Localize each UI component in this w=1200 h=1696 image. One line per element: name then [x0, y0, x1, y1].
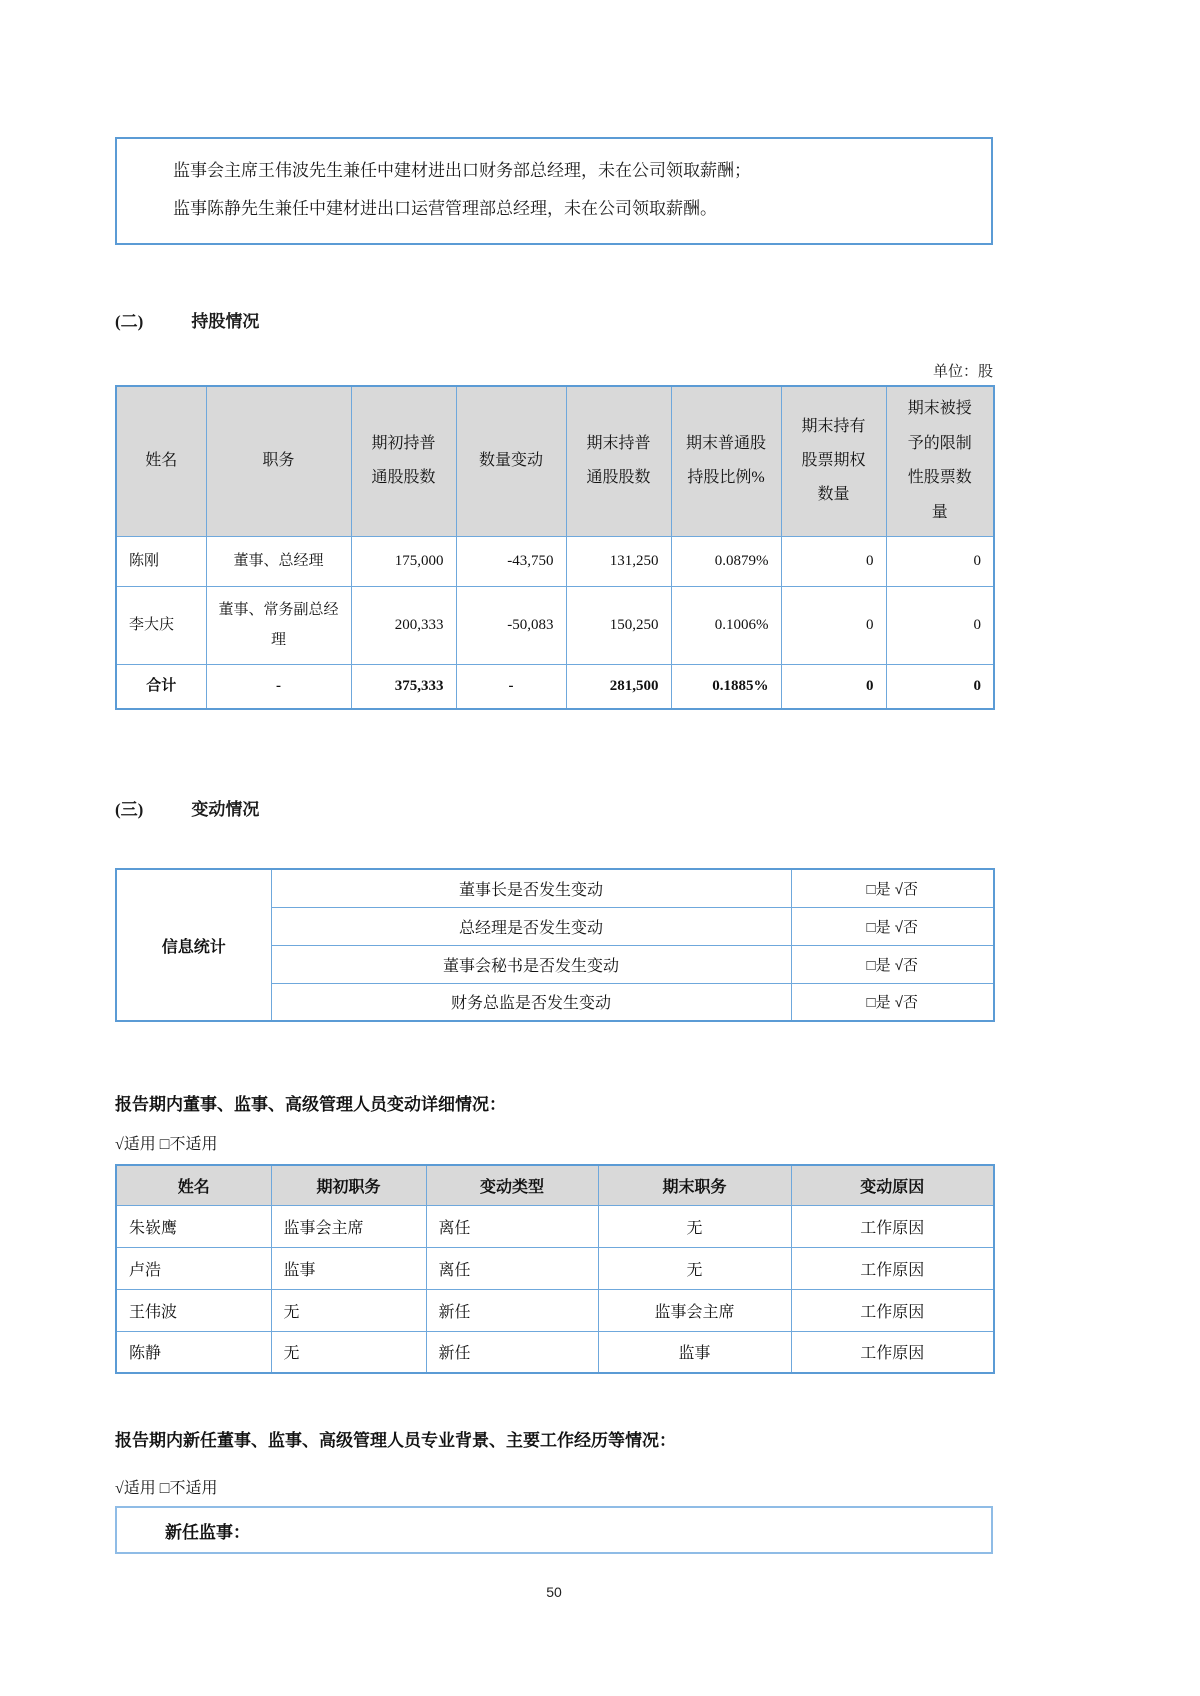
cell-begin-shares: 200,333: [351, 586, 456, 664]
cell-position: 董事、总经理: [206, 536, 351, 586]
total-change: -: [456, 664, 566, 709]
cell-reason: 工作原因: [791, 1331, 994, 1373]
total-position: -: [206, 664, 351, 709]
change-detail-heading: 报告期内董事、监事、高级管理人员变动详细情况：: [115, 1095, 506, 1114]
stats-row: [116, 869, 994, 907]
total-end-ratio: 0.1885%: [671, 664, 781, 709]
cell-name: 陈静: [116, 1331, 271, 1373]
cell-begin-position: 监事会主席: [271, 1205, 426, 1247]
page-number: 50: [546, 1584, 562, 1600]
cell-end-position: 无: [598, 1205, 791, 1247]
answer-checkboxes: □是 √否: [791, 945, 994, 983]
header-reason: 变动原因: [791, 1165, 994, 1205]
table-row: [116, 1331, 994, 1373]
cell-restricted: 0: [886, 536, 994, 586]
stats-label: 信息统计: [116, 869, 271, 1021]
cell-change: -50,083: [456, 586, 566, 664]
header-end-ratio: 期末普通股持股比例%: [671, 386, 781, 536]
cell-end-shares: 131,250: [566, 536, 671, 586]
header-begin-shares: 期初持普通股股数: [351, 386, 456, 536]
cell-end-position: 无: [598, 1247, 791, 1289]
section-title: 持股情况: [191, 312, 260, 331]
header-options: 期末持有股票期权数量: [781, 386, 886, 536]
top-note-box: [115, 137, 993, 245]
cell-end-position: 监事会主席: [598, 1289, 791, 1331]
new-appointee-heading: 报告期内新任董事、监事、高级管理人员专业背景、主要工作经历等情况：: [115, 1431, 676, 1450]
total-begin-shares: 375,333: [351, 664, 456, 709]
note-line-2: 监事陈静先生兼任中建材进出口运营管理部总经理，未在公司领取薪酬。: [173, 199, 717, 218]
section-title: 变动情况: [191, 800, 260, 819]
cell-position: 董事、常务副总经理: [206, 586, 351, 664]
new-supervisor-label: 新任监事：: [165, 1522, 250, 1542]
header-end-shares: 期末持普通股股数: [566, 386, 671, 536]
section-number: (二): [115, 312, 144, 331]
cell-change-type: 新任: [426, 1289, 598, 1331]
section-heading-shareholding: [115, 307, 993, 332]
cell-reason: 工作原因: [791, 1205, 994, 1247]
header-name: 姓名: [116, 1165, 271, 1205]
unit-label: 单位：股: [932, 364, 993, 380]
change-detail-table: [115, 1164, 995, 1374]
applicable-line: √适用 □不适用: [115, 1136, 218, 1153]
cell-change: -43,750: [456, 536, 566, 586]
total-restricted: 0: [886, 664, 994, 709]
cell-change-type: 离任: [426, 1205, 598, 1247]
change-stats-table: [115, 868, 995, 1022]
header-name: 姓名: [116, 386, 206, 536]
cell-options: 0: [781, 586, 886, 664]
table-row: [116, 586, 994, 664]
cell-begin-shares: 175,000: [351, 536, 456, 586]
total-options: 0: [781, 664, 886, 709]
new-supervisor-box: [115, 1506, 993, 1554]
cell-begin-position: 无: [271, 1289, 426, 1331]
cell-begin-position: 无: [271, 1331, 426, 1373]
header-end-position: 期末职务: [598, 1165, 791, 1205]
header-begin-position: 期初职务: [271, 1165, 426, 1205]
header-change: 数量变动: [456, 386, 566, 536]
table-row: [116, 536, 994, 586]
cell-restricted: 0: [886, 586, 994, 664]
total-label: 合计: [116, 664, 206, 709]
section-heading-changes: [115, 795, 993, 820]
cell-name: 王伟波: [116, 1289, 271, 1331]
table-total-row: [116, 664, 994, 709]
table-header-row: [116, 1165, 994, 1205]
question-board-secretary: 董事会秘书是否发生变动: [271, 945, 791, 983]
question-cfo: 财务总监是否发生变动: [271, 983, 791, 1021]
cell-end-shares: 150,250: [566, 586, 671, 664]
cell-name: 李大庆: [116, 586, 206, 664]
question-gm: 总经理是否发生变动: [271, 907, 791, 945]
cell-options: 0: [781, 536, 886, 586]
cell-reason: 工作原因: [791, 1247, 994, 1289]
table-header-row: [116, 386, 994, 536]
header-change-type: 变动类型: [426, 1165, 598, 1205]
cell-begin-position: 监事: [271, 1247, 426, 1289]
cell-name: 陈刚: [116, 536, 206, 586]
table-row: [116, 1247, 994, 1289]
applicable-line: √适用 □不适用: [115, 1480, 218, 1497]
answer-checkboxes: □是 √否: [791, 907, 994, 945]
answer-checkboxes: □是 √否: [791, 869, 994, 907]
header-restricted: 期末被授予的限制性股票数量: [886, 386, 994, 536]
cell-end-position: 监事: [598, 1331, 791, 1373]
cell-name: 卢浩: [116, 1247, 271, 1289]
total-end-shares: 281,500: [566, 664, 671, 709]
question-chairman: 董事长是否发生变动: [271, 869, 791, 907]
shareholding-table: [115, 385, 995, 710]
cell-name: 朱嵚鹰: [116, 1205, 271, 1247]
header-position: 职务: [206, 386, 351, 536]
cell-change-type: 新任: [426, 1331, 598, 1373]
cell-change-type: 离任: [426, 1247, 598, 1289]
table-row: [116, 1205, 994, 1247]
cell-end-ratio: 0.1006%: [671, 586, 781, 664]
cell-reason: 工作原因: [791, 1289, 994, 1331]
cell-end-ratio: 0.0879%: [671, 536, 781, 586]
table-row: [116, 1289, 994, 1331]
section-number: (三): [115, 800, 144, 819]
note-line-1: 监事会主席王伟波先生兼任中建材进出口财务部总经理，未在公司领取薪酬；: [173, 161, 751, 180]
answer-checkboxes: □是 √否: [791, 983, 994, 1021]
